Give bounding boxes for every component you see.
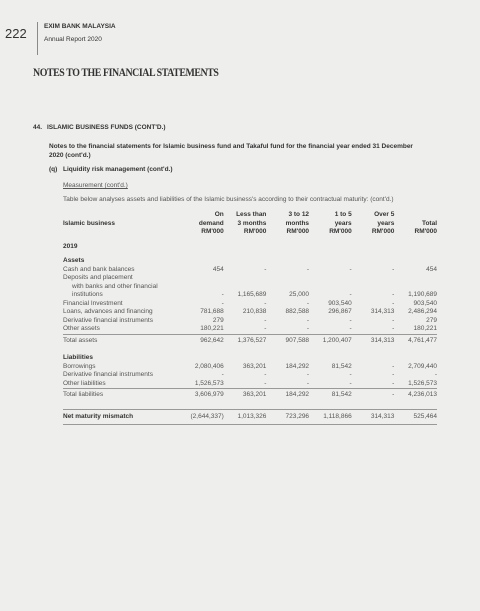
empty-cell [352,251,395,266]
liability-row [63,363,437,372]
column-header: months [285,219,310,227]
row-label: Deposits and placement [63,274,133,281]
cell-value: 1,190,689 [408,291,437,298]
cell-value: 184,292 [266,389,309,403]
row-label: Total assets [63,334,181,348]
cell-value: - [349,379,352,387]
column-header: RM'000 [414,228,437,235]
cell-value: 1,526,573 [194,379,224,387]
page-number: 222 [5,26,27,41]
row-label: Other assets [63,325,100,332]
cell-value: - [352,389,395,403]
empty-cell [224,237,267,252]
subsection-number: (q) [49,166,58,173]
row-label: Other liabilities [63,379,106,387]
cell-value: - [306,379,310,387]
cell-value: 1,118,866 [309,409,352,425]
section-title: NOTES TO THE FINANCIAL STATEMENTS [33,67,219,79]
empty-cell [266,251,309,266]
cell-value: - [221,291,224,298]
empty-cell [224,251,267,266]
cell-value: - [306,325,310,332]
asset-row [63,283,437,292]
cell-value: - [349,291,352,298]
cell-value: - [306,265,310,273]
row-label: institutions [72,291,103,298]
maturity-table [63,211,437,425]
cell-value: 314,313 [352,334,395,348]
cell-value: - [392,316,395,324]
cell-value: 2,486,294 [408,308,437,315]
column-header: years [377,219,395,227]
empty-cell [224,348,267,363]
cell-value: 781,688 [200,308,224,315]
column-header [394,211,437,220]
row-label: Cash and bank balances [63,265,135,273]
cell-value: 2,709,440 [408,362,437,370]
column-header: 1 to 5 [334,211,352,218]
column-header: 3 to 12 [288,211,310,218]
column-header: 3 months [237,219,267,227]
row-label: Borrowings [63,362,96,370]
cell-value: - [306,316,310,324]
cell-value: 4,761,477 [394,334,437,348]
cell-value: 363,201 [224,389,267,403]
column-header: RM'000 [371,228,395,235]
cell-value: - [392,291,395,298]
cell-value: 296,867 [328,308,352,315]
intro-text: Table below analyses assets and liabilities of the Islamic business's according to their contractual maturity: (cont'd.) [63,196,394,203]
row-label: Derivative financial instruments [63,371,153,378]
cell-value: 454 [426,265,437,273]
asset-row [63,317,437,326]
header-divider [37,22,38,55]
cell-value: 314,313 [370,308,395,315]
cell-value: 4,236,013 [394,389,437,403]
cell-value: 184,292 [285,362,310,370]
row-label: Total liabilities [63,389,181,403]
cell-value: 723,296 [266,409,309,425]
asset-row [63,274,437,283]
cell-value: 525,464 [394,409,437,425]
cell-value: - [264,265,267,273]
empty-cell [309,237,352,252]
liability-row [63,380,437,389]
cell-value: - [264,299,267,307]
cell-value: - [264,379,267,387]
report-name: Annual Report 2020 [44,36,102,43]
empty-cell [181,237,224,252]
empty-cell [266,348,309,363]
cell-value: 1,200,407 [309,334,352,348]
cell-value: 1,376,527 [224,334,267,348]
cell-value: 907,588 [266,334,309,348]
cell-value: 81,542 [309,389,352,403]
table-header-row [63,220,437,229]
column-header: On [214,211,224,218]
cell-value: - [349,265,352,273]
cell-value [394,274,437,283]
cell-value: 454 [212,265,224,273]
table-header-row [63,211,437,220]
table-title: Islamic business [63,219,116,227]
assets-heading-row [63,251,437,266]
cell-value [352,274,395,283]
measurement-heading: Measurement (cont'd.) [63,182,128,189]
column-header: RM'000 [243,228,267,235]
note-title: ISLAMIC BUSINESS FUNDS (CONT'D.) [47,124,166,131]
cell-value: (2,644,337) [181,409,224,425]
row-label: Net maturity mismatch [63,409,181,425]
subsection-heading [49,166,173,173]
cell-value: 210,838 [242,308,267,315]
cell-value: 279 [426,316,437,324]
cell-value: - [306,299,310,307]
cell-value: - [392,325,395,332]
cell-value [309,283,352,292]
cell-value: 363,201 [242,362,267,370]
column-header: Total [421,219,437,227]
cell-value: - [392,265,395,273]
cell-value: 1,165,689 [237,291,267,298]
cell-value [181,283,224,292]
cell-value: 2,080,406 [194,362,224,370]
header-spacer [63,211,181,220]
cell-value: 81,542 [331,362,352,370]
cell-value [309,274,352,283]
total-assets-row [63,334,437,348]
net-mismatch-row [63,409,437,425]
cell-value [181,274,224,283]
cell-value: - [349,316,352,324]
empty-cell [394,348,437,363]
liability-row [63,371,437,380]
row-label: Loans, advances and financing [63,308,153,315]
empty-cell [352,237,395,252]
asset-row [63,266,437,275]
column-header: demand [198,219,224,227]
row-label: Derivative financial instruments [63,316,153,324]
empty-cell [309,348,352,363]
cell-value: - [264,371,267,378]
cell-value: - [392,362,395,370]
cell-value: 1,526,573 [408,379,437,387]
asset-row [63,308,437,317]
column-header: years [334,219,352,227]
total-liabilities-row [63,389,437,403]
liabilities-heading: Liabilities [63,354,93,361]
year-row [63,237,437,252]
empty-cell [309,251,352,266]
cell-value: - [434,371,437,378]
cell-value: 314,313 [352,409,395,425]
cell-value: - [392,371,395,378]
cell-value: 903,540 [328,299,352,307]
cell-value: - [221,299,224,307]
row-label: with banks and other financial [72,282,158,290]
cell-value [266,283,309,292]
header-spacer [63,228,181,237]
cell-value: 180,221 [413,325,437,332]
cell-value: 903,540 [413,299,437,307]
assets-heading: Assets [63,257,85,264]
table-header-row [63,228,437,237]
column-header: RM'000 [329,228,352,235]
cell-value: - [349,371,352,378]
cell-value: - [392,379,395,387]
cell-value [394,283,437,292]
column-header: Less than [236,211,267,218]
cell-value [224,283,267,292]
asset-row [63,325,437,334]
note-number: 44. [33,124,43,131]
cell-value: 882,588 [285,308,310,315]
year-label: 2019 [63,242,78,250]
cell-value: 180,221 [200,325,224,332]
asset-row [63,291,437,300]
column-header: RM'000 [201,228,224,235]
cell-value: 25,000 [289,291,310,298]
empty-cell [181,251,224,266]
empty-cell [181,348,224,363]
cell-value: - [264,316,267,324]
column-header: Over 5 [374,211,395,218]
empty-cell [394,251,437,266]
empty-cell [394,237,437,252]
empty-cell [352,348,395,363]
asset-row [63,300,437,309]
cell-value [224,274,267,283]
cell-value: - [306,371,310,378]
company-name: EXIM BANK MALAYSIA [44,23,116,30]
note-subtitle: Notes to the financial statements for Islamic business fund and Takaful fund for the financial year ended 31 December 2020 (cont'd.) [49,143,413,159]
column-header: RM'000 [286,228,310,235]
cell-value [352,283,395,292]
row-label: Financial Investment [63,299,123,307]
cell-value [266,274,309,283]
note-heading [33,124,166,131]
cell-value: 1,013,326 [224,409,267,425]
cell-value: 962,642 [181,334,224,348]
cell-value: 3,606,979 [181,389,224,403]
cell-value: - [392,299,395,307]
cell-value: - [349,325,352,332]
cell-value: - [221,371,224,378]
cell-value: - [264,325,267,332]
liabilities-heading-row [63,348,437,363]
subsection-title: Liquidity risk management (cont'd.) [63,166,173,173]
cell-value: 279 [212,316,224,324]
empty-cell [266,237,309,252]
